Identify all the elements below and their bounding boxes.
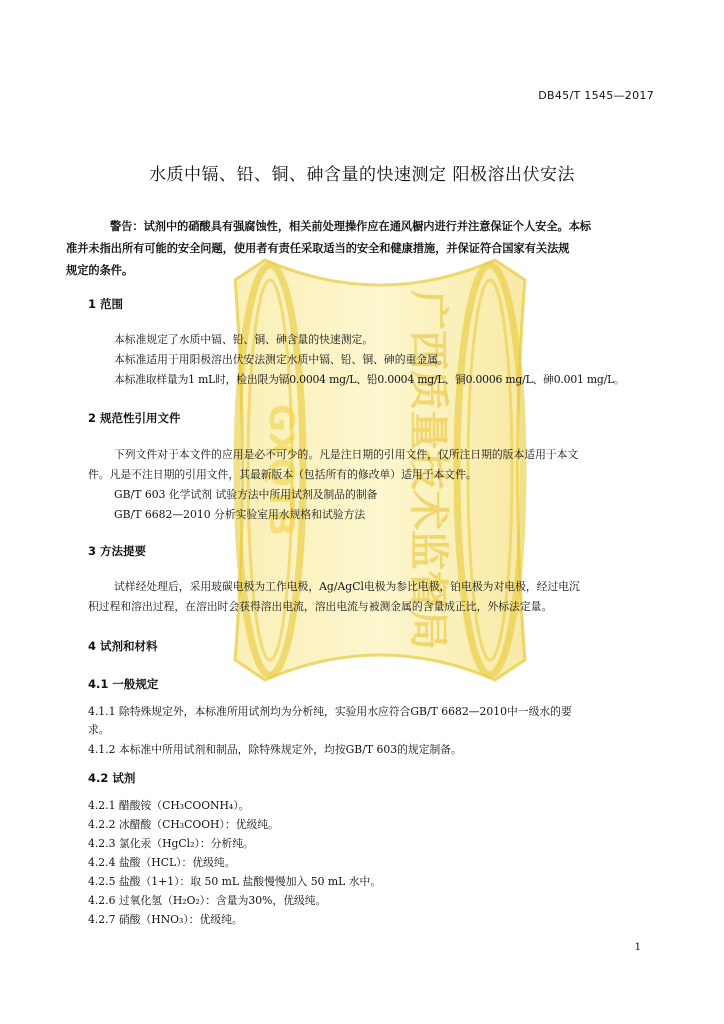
standard-code: DB45/T 1545—2017 (538, 89, 654, 102)
reagent-item: 4.2.1 醋酸铵（CH₃COONH₄）。 (88, 799, 250, 812)
section-3-heading: 3 方法提要 (88, 544, 147, 558)
reagent-item: 4.2.6 过氧化氢（H₂O₂）：含量为30%，优级纯。 (88, 894, 327, 907)
section-1-heading: 1 范围 (88, 297, 124, 311)
page-number: 1 (634, 942, 641, 953)
warning-line-1: 警告：试剂中的硝酸具有强腐蚀性，相关前处理操作应在通风橱内进行并注意保证个人安全。本标 (110, 220, 592, 233)
section-1-para-1: 本标准规定了水质中镉、铅、铜、砷含量的快速测定。 (114, 333, 374, 346)
reference-gbt-603: GB/T 603 化学试剂 试验方法中所用试剂及制品的制备 (114, 488, 378, 501)
warning-paragraph (66, 216, 658, 282)
reference-gbt-6682: GB/T 6682—2010 分析实验室用水规格和试验方法 (114, 508, 366, 521)
clause-4-1-1-line-1: 4.1.1 除特殊规定外，本标准所用试剂均为分析纯，实验用水应符合GB/T 6682—2010中一级水的要 (88, 705, 572, 718)
reagent-item: 4.2.7 硝酸（HNO₃）：优级纯。 (88, 913, 243, 926)
warning-line-3: 规定的条件。 (66, 264, 134, 277)
section-1-para-3: 本标准取样量为1 mL时，检出限为镉0.0004 mg/L、铅0.0004 mg/L、铜0.0006 mg/L、砷0.001 mg/L。 (114, 373, 625, 386)
reagent-item: 4.2.4 盐酸（HCL）：优级纯。 (88, 856, 236, 869)
warning-line-2: 准并未指出所有可能的安全问题，使用者有责任采取适当的安全和健康措施，并保证符合国家有关法规 (66, 242, 570, 255)
section-1-para-2: 本标准适用于用阳极溶出伏安法测定水质中镉、铅、铜、砷的重金属。 (114, 353, 449, 366)
section-3-para-1b: 积过程和溶出过程，在溶出时会获得溶出电流，溶出电流与被测金属的含量成正比，外标法定量。 (88, 600, 553, 613)
section-2-para-1b: 件。凡是不注日期的引用文件，其最新版本（包括所有的修改单）适用于本文件。 (88, 468, 477, 481)
clause-4-1-1-line-2: 求。 (88, 723, 110, 736)
section-2-para-1a: 下列文件对于本文件的应用是必不可少的。凡是注日期的引用文件，仅所注日期的版本适用于本文 (114, 448, 579, 461)
watermark-left-text: GXQTB (261, 403, 301, 537)
section-2-heading: 2 规范性引用文件 (88, 411, 181, 425)
reagent-item: 4.2.2 冰醋酸（CH₃COOH）：优级纯。 (88, 818, 279, 831)
reagent-item: 4.2.3 氯化汞（HgCl₂）：分析纯。 (88, 837, 254, 850)
watermark-right-text: 广西质量技术监督局 (405, 290, 451, 650)
reagent-item: 4.2.5 盐酸（1+1）：取 50 mL 盐酸慢慢加入 50 mL 水中。 (88, 875, 382, 888)
subsection-4-2-heading: 4.2 试剂 (88, 771, 136, 785)
document-title: 水质中镉、铅、铜、砷含量的快速测定 阳极溶出伏安法 (149, 165, 575, 185)
clause-4-1-2: 4.1.2 本标准中所用试剂和制品，除特殊规定外，均按GB/T 603的规定制备。 (88, 743, 462, 756)
subsection-4-1-heading: 4.1 一般规定 (88, 677, 159, 691)
section-3-para-1a: 试样经处理后，采用玻碳电极为工作电极，Ag/AgCl电极为参比电极，铂电极为对电极，经过电沉 (114, 580, 580, 593)
section-4-heading: 4 试剂和材料 (88, 639, 158, 653)
